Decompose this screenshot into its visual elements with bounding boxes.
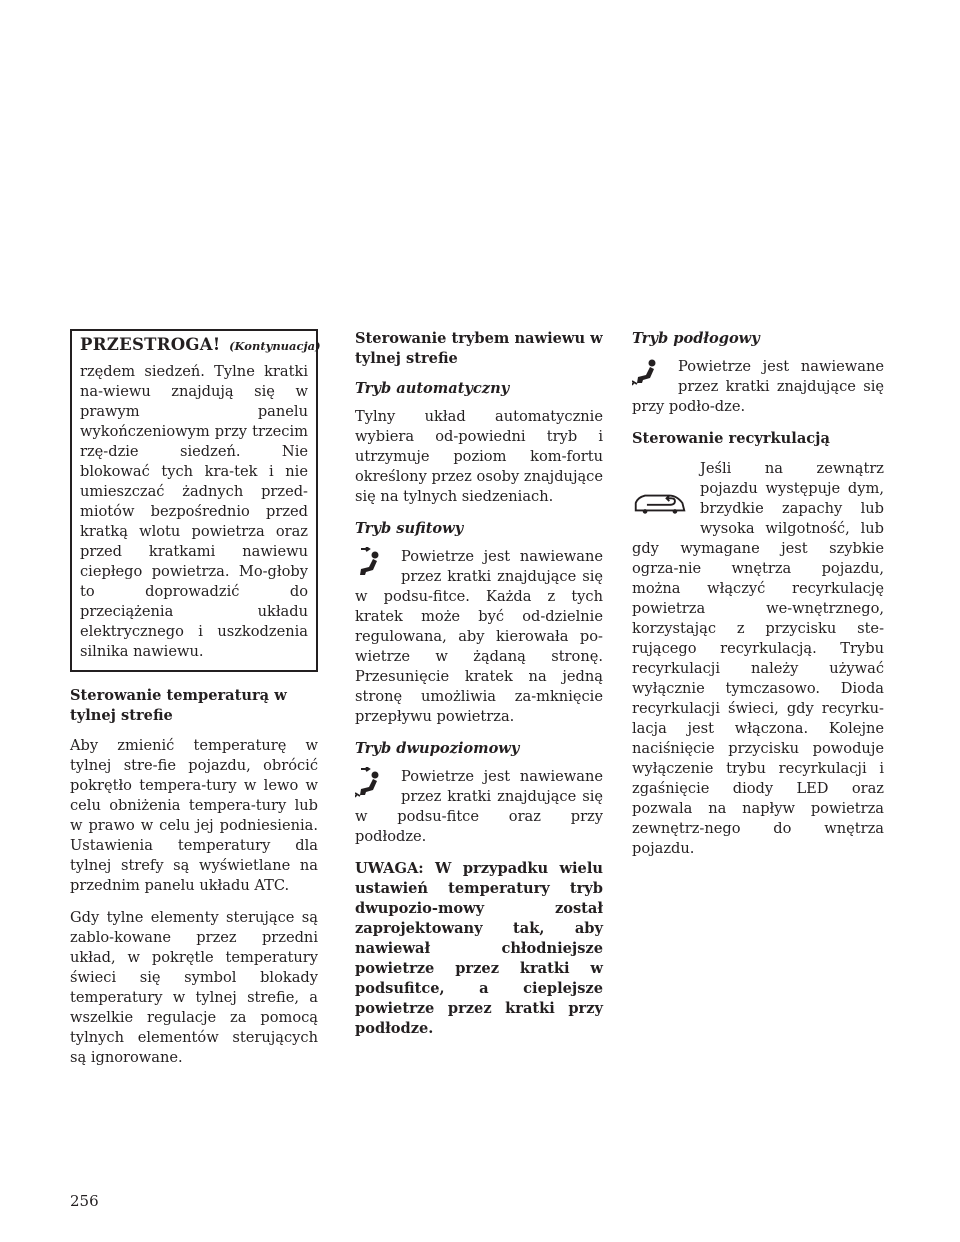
recirc-heading: Sterowanie recyrkulacją <box>632 430 830 447</box>
floor-mode-title: Tryb podłogowy <box>632 330 760 347</box>
bilevel-mode <box>355 767 603 847</box>
page-number: 256 <box>70 1192 99 1210</box>
caution-box <box>70 329 321 672</box>
caution-header <box>80 335 321 356</box>
caution-text: rzędem siedzeń. Tylne kratki na-wiewu znajdują się w prawym panelu wykończeniowym przy trzecim rzę-dzie siedzeń. Nie blokować tych kra-tek i nie umieszczać żadnych przed-miotów bezpośrednio przed kratką wlotu powietrza oraz przed kratkami nawiewu ciepłego powietrza. Mo-głoby to doprowadzić do przeciążenia układu elektrycznego i uszkodzenia silnika nawiewu. <box>80 363 308 660</box>
ceiling-mode-text: Powietrze jest nawiewane przez kratki znajdujące się w podsu-fitce. Każda z tych kratek może być od-dzielnie regulowana, aby kierowała po-wietrze w żądaną stronę. Przesunięcie kratek na jedną stronę umożliwia za-mknięcie przepływu powietrza. <box>355 548 603 725</box>
bilevel-mode-icon <box>355 767 395 803</box>
temp-paragraph-2: Gdy tylne elementy sterujące są zablo-kowane przez przedni układ, w pokrętle temperatury świeci się symbol blokady temperatury w tylnej strefie, a wszelkie regulacje za pomocą tylnych elementów sterujących są ignorowane. <box>70 909 318 1066</box>
ceiling-mode-title: Tryb sufitowy <box>355 520 464 537</box>
floor-mode <box>632 357 884 417</box>
column-right <box>632 329 884 871</box>
floor-mode-icon <box>632 357 672 393</box>
recirc-block <box>632 459 884 859</box>
column-middle <box>355 329 603 1051</box>
column-left <box>70 329 321 1080</box>
temp-paragraph-1: Aby zmienić temperaturę w tylnej stre-fie pojazdu, obrócić pokrętło tempera-tury w lewo w celu obniżenia tempera-tury lub w prawo w celu jej podniesienia. Ustawienia temperatury dla tylnej strefy są wyświetlane na przednim panelu układu ATC. <box>70 737 318 894</box>
bilevel-mode-title: Tryb dwupoziomowy <box>355 740 520 757</box>
recirculation-icon <box>632 489 692 529</box>
bilevel-mode-text: Powietrze jest nawiewane przez kratki znajdujące się w podsu-fitce oraz przy podłodze. <box>355 768 603 845</box>
caution-continued: (Kontynuacja) <box>229 339 321 353</box>
floor-mode-text: Powietrze jest nawiewane przez kratki znajdujące się przy podło-dze. <box>632 358 884 415</box>
ceiling-mode <box>355 547 603 727</box>
auto-mode-text: Tylny układ automatycznie wybiera od-powiedni tryb i utrzymuje poziom kom-fortu określony przez osoby znajdujące się na tylnych siedzeniach. <box>355 408 603 505</box>
recirc-text: Jeśli na zewnątrz pojazdu występuje dym, brzydkie zapachy lub wysoka wilgotność, lub gdy wymagane jest szybkie ogrza-nie wnętrza pojazdu, można włączyć recyrkulację powietrza we-wnętrznego, korzystając z przycisku ste-rującego recyrkulacją. Trybu recyrkulacji należy używać wyłącznie tymczasowo. Dioda recyrkulacji świeci, gdy recyrku-lacja jest włączona. Kolejne naciśnięcie przycisku powoduje wyłączenie trybu recyrkulacji i zgaśnięcie diody LED oraz pozwala na napływ powietrza zewnętrz-nego do wnętrza pojazdu. <box>632 460 884 857</box>
ceiling-mode-icon <box>355 547 395 583</box>
note-text: UWAGA: W przypadku wielu ustawień temperatury tryb dwupozio-mowy został zaprojektowany tak, aby nawiewał chłodniejsze powietrze przez kratki w podsufitce, a cieplejsze powietrze przez kratki przy podłodze. <box>355 860 603 1037</box>
temp-heading: Sterowanie temperaturą w tylnej strefie <box>70 687 287 724</box>
caution-title: PRZESTROGA! <box>80 335 221 354</box>
blower-heading: Sterowanie trybem nawiewu w tylnej strefie <box>355 330 603 367</box>
auto-mode-title: Tryb automatyczny <box>355 380 510 397</box>
